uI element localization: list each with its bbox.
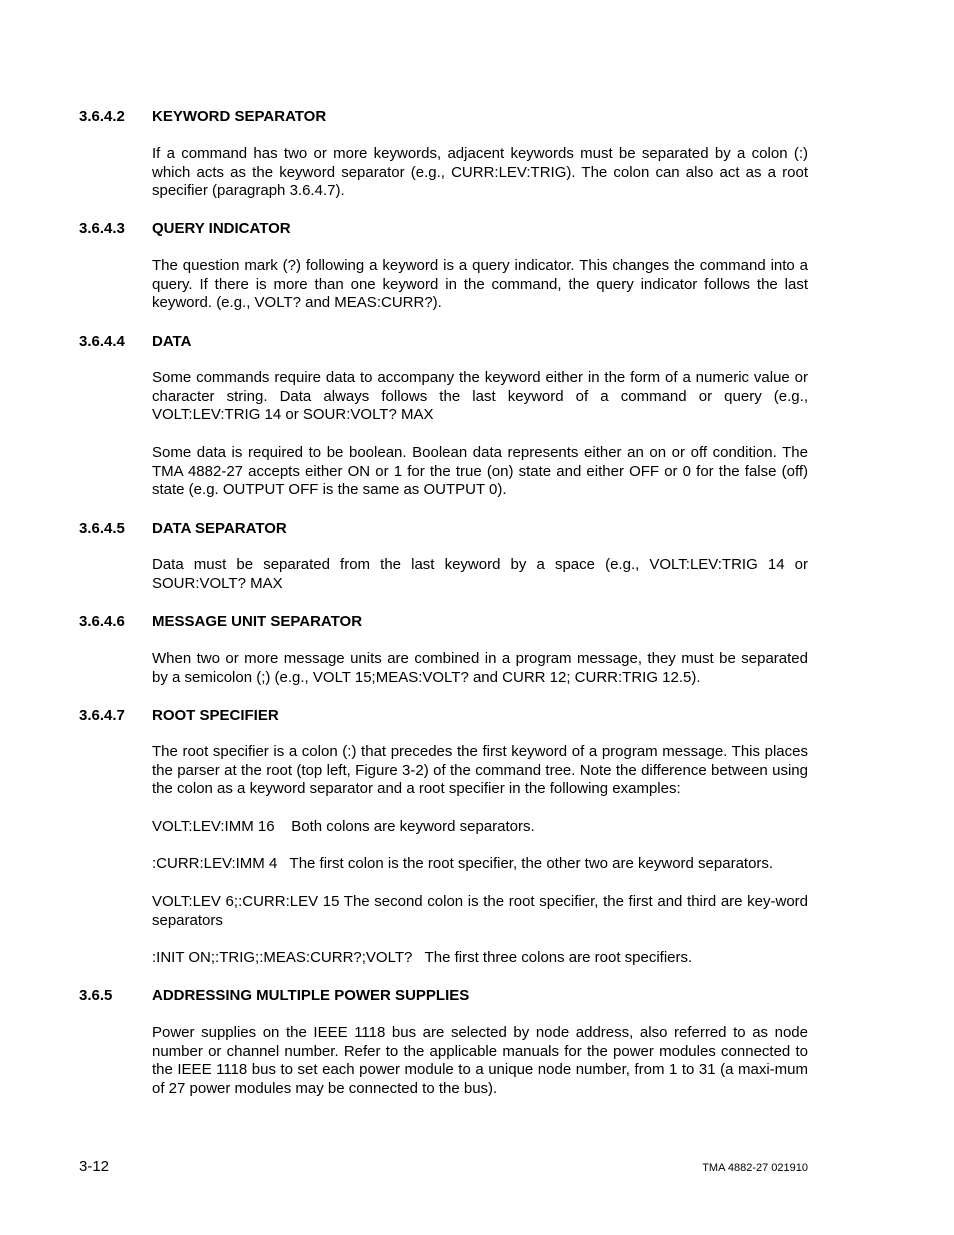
section-title: DATA SEPARATOR xyxy=(152,520,287,537)
paragraph-keyword-separator: If a command has two or more keywords, adjacent keywords must be separated by a colon (:) which acts as the keyword separator (e.g., CURR:LEV:TRIG). The colon can also act as a root specifier (paragraph 3.6.4.7). xyxy=(152,145,808,200)
section-number: 3.6.4.3 xyxy=(79,220,125,237)
section-number: 3.6.4.7 xyxy=(79,707,125,724)
example-4 xyxy=(152,949,808,968)
example-description: The second colon is the root specifier, the first and third are key-word separators xyxy=(152,893,813,929)
section-heading-keyword-separator xyxy=(79,108,819,126)
section-heading-query-indicator xyxy=(79,220,819,238)
section-title: DATA xyxy=(152,333,192,350)
paragraph-data-separator: Data must be separated from the last keyword by a space (e.g., VOLT:LEV:TRIG 14 or SOUR:VOLT? MAX xyxy=(152,556,808,592)
example-3 xyxy=(152,893,813,930)
example-description: Both colons are keyword separators. xyxy=(291,818,535,835)
example-description: The first three colons are root specifiers. xyxy=(424,949,693,966)
example-command: :INIT ON;:TRIG;:MEAS:CURR?;VOLT? xyxy=(152,949,413,966)
paragraph-data-2: Some data is required to be boolean. Boolean data represents either an on or off condition. The TMA 4882-27 accepts either ON or 1 for the true (on) state and either OFF or 0 for the false (off) state (e.g. OUTPUT OFF is the same as OUTPUT 0). xyxy=(152,444,808,499)
section-title: QUERY INDICATOR xyxy=(152,220,291,237)
section-title: KEYWORD SEPARATOR xyxy=(152,108,327,125)
page-number: 3-12 xyxy=(79,1158,110,1175)
section-number: 3.6.5 xyxy=(79,987,113,1004)
section-title: ROOT SPECIFIER xyxy=(152,707,279,724)
example-description: The first colon is the root specifier, the other two are keyword separators. xyxy=(289,855,774,872)
section-heading-message-unit-separator xyxy=(79,613,819,631)
section-heading-addressing-multiple-power-supplies xyxy=(79,987,819,1005)
section-title: ADDRESSING MULTIPLE POWER SUPPLIES xyxy=(152,987,470,1004)
section-number: 3.6.4.6 xyxy=(79,613,125,630)
paragraph-root-specifier: The root specifier is a colon (:) that precedes the first keyword of a program message. This places the parser at the root (top left, Figure 3-2) of the command tree. Note the difference between using the colon as a keyword separator and a root specifier in the following examples: xyxy=(152,743,808,798)
paragraph-query-indicator: The question mark (?) following a keyword is a query indicator. This changes the command into a query. If there is more than one keyword in the command, the query indicator follows the last keyword. (e.g., VOLT? and MEAS:CURR?). xyxy=(152,257,808,312)
section-title: MESSAGE UNIT SEPARATOR xyxy=(152,613,363,630)
section-heading-data xyxy=(79,333,819,351)
example-command: :CURR:LEV:IMM 4 xyxy=(152,855,278,872)
example-command: VOLT:LEV:IMM 16 xyxy=(152,818,275,835)
section-number: 3.6.4.5 xyxy=(79,520,125,537)
paragraph-message-unit-separator: When two or more message units are combined in a program message, they must be separated by a semicolon (;) (e.g., VOLT 15;MEAS:VOLT? and CURR 12; CURR:TRIG 12.5). xyxy=(152,650,808,686)
section-heading-data-separator xyxy=(79,520,819,538)
paragraph-data-1: Some commands require data to accompany the keyword either in the form of a numeric value or character string. Data always follows the last keyword of a command or query (e.g., VOLT:LEV:TRIG 14 or SOUR:VOLT? MAX xyxy=(152,369,808,424)
section-heading-root-specifier xyxy=(79,707,819,725)
example-command: VOLT:LEV 6;:CURR:LEV 15 xyxy=(152,893,340,910)
section-number: 3.6.4.2 xyxy=(79,108,125,125)
document-id: TMA 4882-27 021910 xyxy=(702,1162,808,1174)
example-2 xyxy=(152,855,808,874)
paragraph-addressing-multiple-power-supplies: Power supplies on the IEEE 1118 bus are selected by node address, also referred to as node number or channel number. Refer to the applicable manuals for the power modules connected to the IEEE 1118 bus to set each power module to a unique node number, from 1 to 31 (a maxi-mum of 27 power modules may be connected to the bus). xyxy=(152,1024,808,1098)
section-number: 3.6.4.4 xyxy=(79,333,125,350)
example-1 xyxy=(152,818,808,837)
